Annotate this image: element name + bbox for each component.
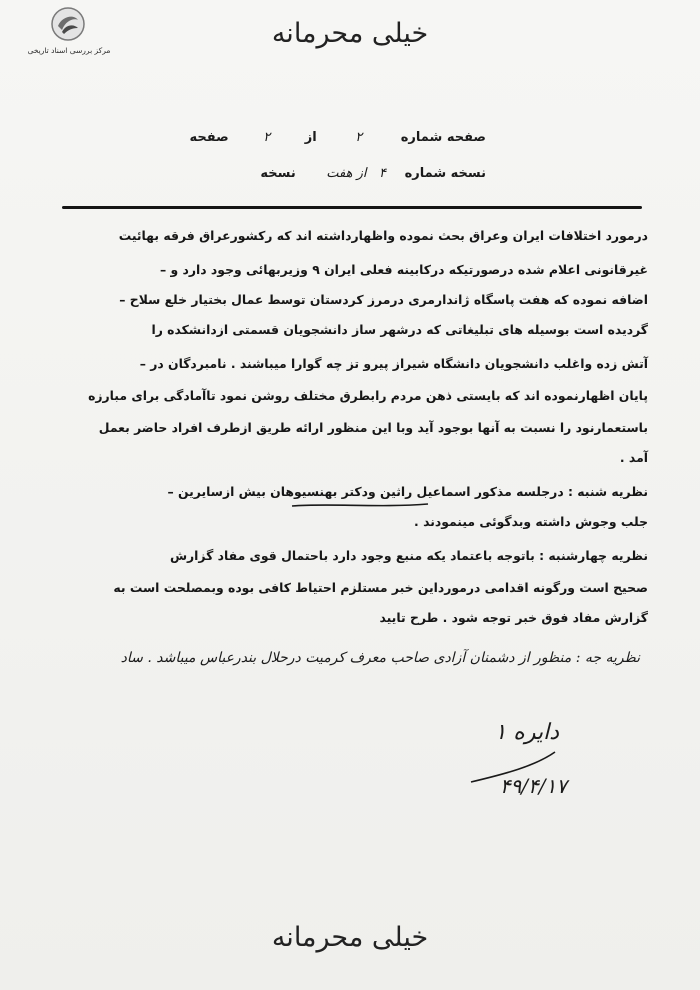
body-line: آتش زده واغلب دانشجویان دانشگاه شیراز پیرو تز چه گوارا میباشند . نامبردگان در – <box>139 356 648 371</box>
page-from-label: از <box>304 130 317 145</box>
handwritten-underline <box>290 501 430 509</box>
archive-seal-icon <box>50 6 86 42</box>
body-line: گزارش مفاد فوق خبر توجه شود . طرح تایید <box>379 610 648 625</box>
body-line: آمد . <box>619 450 648 465</box>
body-line: گردیده است بوسیله های تبلیغاتی که درشهر ساز دانشجویان قسمتی ازدانشکده را <box>151 322 648 337</box>
archive-logo-text: مرکز بررسی اسناد تاریخی <box>27 46 111 55</box>
copy-number-label: نسخه شماره <box>404 166 486 181</box>
copy-suffix-label: نسخه <box>260 166 296 181</box>
body-line: نظریه چهارشنبه : باتوجه باعتماد یکه منبع وجود دارد باحتمال قوی مفاد گزارش <box>169 548 648 563</box>
header-divider <box>62 206 642 209</box>
office-signature: دایره ۱ <box>494 720 559 745</box>
body-line: صحیح است ورگونه اقدامی درمورداین خبر مستلزم احتیاط کافی بوده وبمصلحت است به <box>113 580 648 595</box>
archive-logo <box>14 6 124 58</box>
page-suffix-label: صفحه <box>189 130 229 145</box>
classification-header: خیلی محرمانه <box>271 18 429 49</box>
body-line: جلب وجوش داشته وبدگوئی مینمودند . <box>414 514 648 529</box>
page-number-label: صفحه شماره <box>400 130 486 145</box>
body-line: نظریه شنبه : درجلسه مذکور اسماعیل راثین ودکتر بهنسیوهان بیش ازسایرین – <box>167 484 648 499</box>
handwritten-note: نظریه جه : منظور از دشمنان آزادی صاحب معرف کرمیت درحلال بندرعباس میباشد . ساد <box>120 650 640 666</box>
body-line: درمورد اختلافات ایران وعراق بحث نموده واظهارداشته اند که رکشورعراق فرقه بهائیت <box>118 228 648 243</box>
body-line: اضافه نموده که هفت پاسگاه ژاندارمری درمرز کردستان توسط عمال بختیار خلع سلاح – <box>119 292 648 307</box>
body-line: غیرقانونی اعلام شده درصورتیکه درکابینه فعلی ایران ۹ وزیربهائی وجود دارد و – <box>160 262 648 277</box>
signature-date: ۴۹/۴/۱۷ <box>499 774 567 798</box>
copy-number-line: نسخه شماره ۴ از هفت نسخه <box>260 166 486 181</box>
classification-footer: خیلی محرمانه <box>271 922 429 953</box>
signature-block <box>455 712 575 822</box>
body-line: پایان اظهارنموده اند که بایستی ذهن مردم رابطرق مختلف روشن نمود تاآمادگی برای مبارزه <box>88 388 648 403</box>
copy-from-label: از هفت <box>326 166 367 181</box>
page-number-line: صفحه شماره ۲ از ۲ صفحه <box>189 130 486 145</box>
body-line: باستعمارنود را نسبت به آنها بوجود آید وبا این منظور ارائه طریق ازطرف افراد حاضر بعمل <box>98 420 648 435</box>
